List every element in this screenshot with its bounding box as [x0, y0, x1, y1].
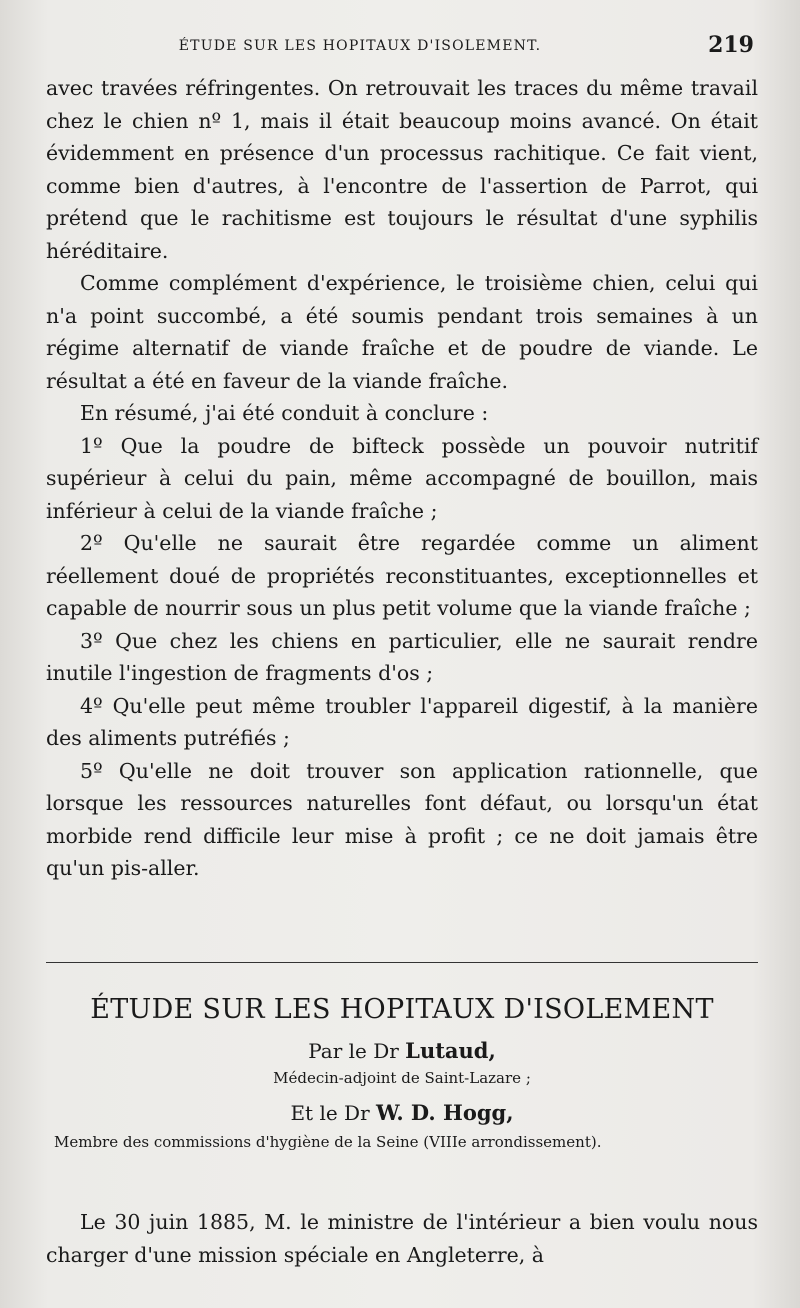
paragraph-summary: En résumé, j'ai été conduit à conclure :	[80, 401, 489, 425]
author-1-affiliation: Médecin-adjoint de Saint-Lazare ;	[273, 1069, 531, 1087]
running-head-title: ÉTUDE SUR LES HOPITAUX D'ISOLEMENT.	[178, 38, 542, 54]
paragraph-continuation: avec travées réfringentes. On retrouvait les traces du même travail chez le chien nº 1, mais il était beaucoup moins avancé. On était évidemment en présence d'un processus rachitique. Ce fait vient, comme bien d'autres, à l'encontre de l'assertion de Parrot, qui prétend que le rachitisme est toujours le résultat d'une syphilis héréditaire.	[46, 76, 758, 263]
body-text	[46, 72, 758, 885]
author-2-prefix: Et le Dr	[290, 1101, 370, 1125]
conclusion-item-5: 5º Qu'elle ne doit trouver son application rationnelle, que lorsque les ressources naturelles font défaut, ou lorsqu'un état morbide rend difficile leur mise à profit ; ce ne doit jamais être qu'un pis-aller.	[46, 758, 758, 880]
running-head	[46, 32, 754, 62]
paragraph-experiment: Comme complément d'expérience, le troisième chien, celui qui n'a point succombé, a été soumis pendant trois semaines à un régime alternatif de viande fraîche et de poudre de viande. Le résultat a été en faveur de la viande fraîche.	[46, 271, 758, 393]
conclusion-item-2: 2º Qu'elle ne saurait être regardée comme un aliment réellement doué de propriétés reconstituantes, exceptionnelles et capable de nourrir sous un plus petit volume que la viande fraîche ;	[46, 531, 758, 620]
conclusion-item-1: 1º Que la poudre de bifteck possède un pouvoir nutritif supérieur à celui du pain, même accompagné de bouillon, mais inférieur à celui de la viande fraîche ;	[46, 433, 758, 523]
author-1-name: Lutaud,	[405, 1038, 496, 1063]
conclusion-item-3: 3º Que chez les chiens en particulier, elle ne saurait rendre inutile l'ingestion de fragments d'os ;	[46, 628, 758, 685]
section-divider	[46, 962, 758, 963]
author-2	[46, 1098, 758, 1128]
article-header	[46, 990, 758, 1162]
article-title: ÉTUDE SUR LES HOPITAUX D'ISOLEMENT	[90, 994, 714, 1025]
author-1	[46, 1036, 758, 1066]
author-2-name: W. D. Hogg,	[376, 1100, 514, 1125]
article-intro: Le 30 juin 1885, M. le ministre de l'intérieur a bien voulu nous charger d'une mission spéciale en Angleterre, à	[46, 1210, 758, 1267]
page-number: 219	[708, 32, 754, 58]
author-1-prefix: Par le Dr	[308, 1039, 399, 1063]
author-2-affiliation: Membre des commissions d'hygiène de la Seine (VIIIe arrondissement).	[54, 1133, 602, 1151]
conclusion-item-4: 4º Qu'elle peut même troubler l'appareil digestif, à la manière des aliments putréfiés ;	[46, 693, 758, 750]
